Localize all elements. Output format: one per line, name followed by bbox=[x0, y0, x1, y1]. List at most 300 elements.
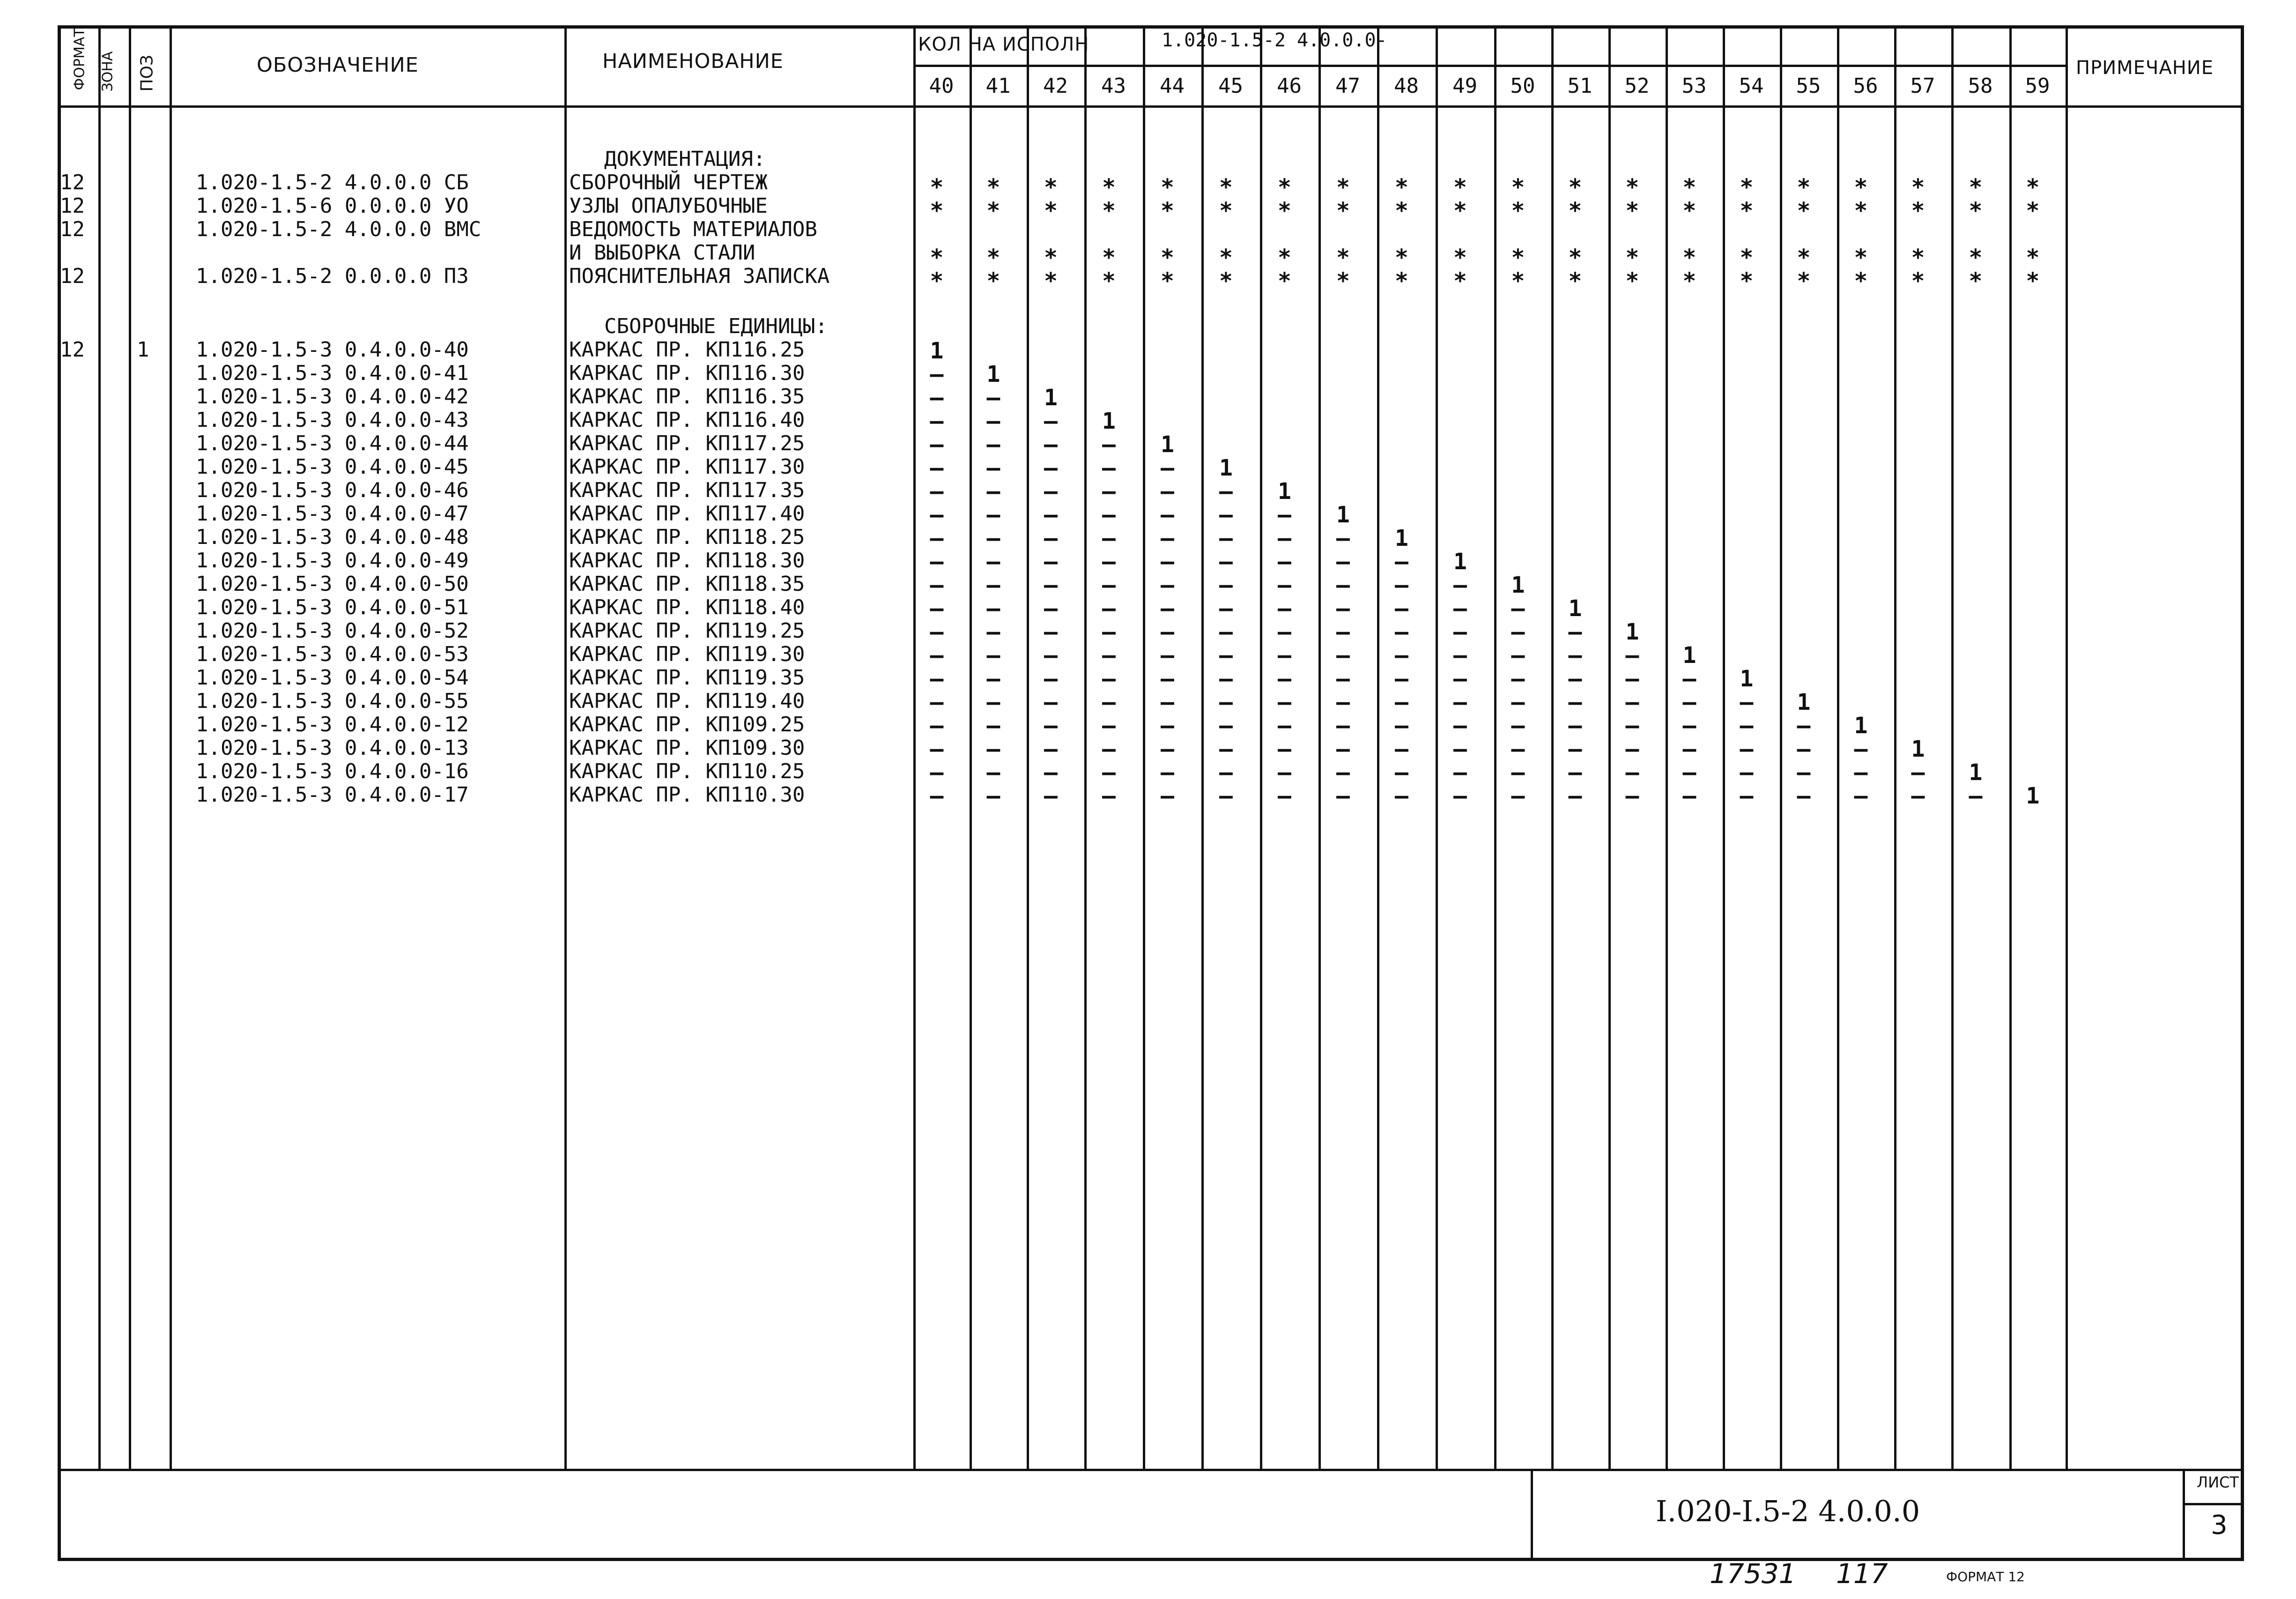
qty-cell: – bbox=[1336, 783, 1350, 809]
row-designation: 1.020-1.5-3 0.4.0.0-55 bbox=[196, 689, 469, 713]
qty-cell: * bbox=[2026, 198, 2040, 224]
qty-cell: * bbox=[1395, 268, 1408, 294]
row-name: КАРКАС ПР. КП117.40 bbox=[569, 502, 805, 526]
qty-cell: * bbox=[1911, 198, 1925, 224]
qty-cell: – bbox=[1568, 642, 1582, 669]
qty-cell: – bbox=[1278, 759, 1291, 786]
qty-cell: * bbox=[2026, 268, 2040, 294]
qty-cell: – bbox=[1102, 455, 1116, 481]
qty-cell: – bbox=[1102, 666, 1116, 692]
qty-cell: * bbox=[1625, 245, 1639, 271]
qty-cell: – bbox=[1161, 572, 1174, 598]
qty-cell: – bbox=[1102, 502, 1116, 528]
qty-cell: – bbox=[1219, 666, 1233, 692]
qty-cell: – bbox=[1161, 478, 1174, 505]
qty-cell: – bbox=[930, 549, 944, 575]
qty-cell: * bbox=[1568, 198, 1582, 224]
qty-cell: – bbox=[1102, 689, 1116, 715]
qty-cell: – bbox=[1395, 595, 1408, 622]
qty-cell: * bbox=[1969, 268, 1983, 294]
qty-cell: – bbox=[1568, 736, 1582, 762]
header-poz: ПОЗ bbox=[137, 55, 157, 92]
qty-cell: – bbox=[1511, 689, 1525, 715]
qty-cell: – bbox=[1278, 713, 1291, 739]
grid-vline bbox=[1318, 25, 1321, 1469]
qty-cell: – bbox=[986, 783, 1000, 809]
variant-number: 45 bbox=[1218, 74, 1243, 98]
row-name: КАРКАС ПР. КП117.35 bbox=[569, 478, 805, 502]
qty-cell: – bbox=[986, 431, 1000, 458]
variant-number: 59 bbox=[2025, 74, 2050, 98]
row-name: УЗЛЫ ОПАЛУБОЧНЫЕ bbox=[569, 194, 768, 218]
qty-cell: * bbox=[1219, 198, 1233, 224]
qty-cell: – bbox=[1682, 736, 1696, 762]
qty-cell: – bbox=[1161, 595, 1174, 622]
qty-cell: – bbox=[1102, 619, 1116, 645]
qty-cell: – bbox=[1161, 689, 1174, 715]
qty-cell: 1 bbox=[1854, 713, 1868, 739]
qty-cell: – bbox=[930, 713, 944, 739]
qty-cell: – bbox=[1161, 736, 1174, 762]
qty-cell: – bbox=[1336, 759, 1350, 786]
row-designation: 1.020-1.5-3 0.4.0.0-40 bbox=[196, 338, 469, 362]
qty-cell: – bbox=[930, 431, 944, 458]
qty-cell: – bbox=[1797, 783, 1811, 809]
grid-vline bbox=[2066, 25, 2068, 1469]
header-zone: ЗОНА bbox=[99, 51, 116, 92]
row-name: КАРКАС ПР. КП116.30 bbox=[569, 361, 805, 385]
grid-vline bbox=[1551, 25, 1554, 1469]
qty-cell: * bbox=[1219, 245, 1233, 271]
qty-cell: * bbox=[1336, 174, 1350, 201]
qty-cell: – bbox=[1453, 619, 1467, 645]
qty-cell: – bbox=[1568, 689, 1582, 715]
qty-cell: 1 bbox=[1102, 408, 1116, 434]
grid-vline bbox=[913, 25, 916, 1469]
qty-cell: * bbox=[1453, 198, 1467, 224]
qty-cell: – bbox=[986, 689, 1000, 715]
header-format: ФОРМАТ bbox=[71, 28, 88, 90]
row-designation: 1.020-1.5-3 0.4.0.0-17 bbox=[196, 783, 469, 807]
qty-cell: * bbox=[986, 198, 1000, 224]
qty-cell: – bbox=[1278, 572, 1291, 598]
qty-cell: * bbox=[930, 245, 944, 271]
qty-cell: * bbox=[1336, 245, 1350, 271]
qty-cell: – bbox=[1336, 689, 1350, 715]
row-name: КАРКАС ПР. КП116.25 bbox=[569, 338, 805, 362]
qty-cell: – bbox=[1219, 783, 1233, 809]
qty-cell: – bbox=[1044, 595, 1058, 622]
qty-cell: – bbox=[1044, 572, 1058, 598]
title-sheet-number: 3 bbox=[2211, 1510, 2228, 1540]
title-sheet-label: ЛИСТ bbox=[2197, 1473, 2239, 1491]
qty-cell: * bbox=[1625, 268, 1639, 294]
qty-cell: * bbox=[1395, 174, 1408, 201]
qty-cell: – bbox=[1161, 666, 1174, 692]
variant-number: 57 bbox=[1910, 74, 1935, 98]
qty-cell: – bbox=[1453, 666, 1467, 692]
qty-cell: * bbox=[1969, 198, 1983, 224]
qty-cell: * bbox=[1911, 268, 1925, 294]
qty-cell: – bbox=[1102, 642, 1116, 669]
qty-cell: 1 bbox=[2026, 783, 2040, 809]
qty-cell: – bbox=[1453, 572, 1467, 598]
qty-cell: – bbox=[1511, 666, 1525, 692]
qty-cell: – bbox=[930, 502, 944, 528]
qty-cell: – bbox=[930, 736, 944, 762]
qty-cell: 1 bbox=[1911, 736, 1925, 762]
row-name: КАРКАС ПР. КП116.35 bbox=[569, 385, 805, 409]
row-name: СБОРОЧНЫЙ ЧЕРТЕЖ bbox=[569, 171, 768, 194]
qty-cell: 1 bbox=[1044, 385, 1058, 411]
sheet-block-line bbox=[2183, 1503, 2241, 1505]
variant-number: 42 bbox=[1043, 74, 1068, 98]
qty-cell: – bbox=[1278, 549, 1291, 575]
qty-cell: – bbox=[986, 408, 1000, 434]
qty-cell: * bbox=[1854, 245, 1868, 271]
qty-cell: – bbox=[1740, 783, 1754, 809]
qty-cell: * bbox=[986, 245, 1000, 271]
qty-cell: * bbox=[930, 174, 944, 201]
qty-cell: – bbox=[1102, 478, 1116, 505]
header-name: НАИМЕНОВАНИЕ bbox=[602, 50, 784, 73]
variant-number: 56 bbox=[1853, 74, 1878, 98]
qty-cell: – bbox=[1219, 572, 1233, 598]
variant-number: 52 bbox=[1624, 74, 1650, 98]
qty-cell: * bbox=[1161, 268, 1174, 294]
qty-cell: * bbox=[1102, 245, 1116, 271]
qty-cell: – bbox=[1395, 666, 1408, 692]
qty-cell: – bbox=[1969, 783, 1983, 809]
header-doc-prefix: 1.020-1.5-2 4.0.0.0- bbox=[1162, 30, 1387, 51]
row-designation: 1.020-1.5-3 0.4.0.0-50 bbox=[196, 572, 469, 596]
qty-cell: * bbox=[930, 268, 944, 294]
qty-cell: – bbox=[1278, 525, 1291, 551]
variant-number: 40 bbox=[929, 74, 954, 98]
qty-cell: – bbox=[1044, 689, 1058, 715]
qty-cell: * bbox=[2026, 245, 2040, 271]
grid-vline bbox=[970, 25, 972, 1469]
qty-cell: 1 bbox=[986, 361, 1000, 387]
qty-cell: – bbox=[1044, 642, 1058, 669]
qty-cell: – bbox=[1511, 713, 1525, 739]
qty-cell: – bbox=[930, 408, 944, 434]
qty-cell: – bbox=[1395, 736, 1408, 762]
qty-cell: * bbox=[1682, 198, 1696, 224]
qty-cell: – bbox=[1395, 572, 1408, 598]
qty-cell: * bbox=[1278, 198, 1291, 224]
qty-cell: – bbox=[1453, 736, 1467, 762]
footer-sheet-code: 117 bbox=[1836, 1558, 1888, 1590]
qty-cell: * bbox=[1740, 174, 1754, 201]
qty-cell: – bbox=[1395, 713, 1408, 739]
qty-cell: – bbox=[1102, 595, 1116, 622]
row-designation: 1.020-1.5-6 0.0.0.0 УО bbox=[196, 194, 469, 218]
grid-vline bbox=[1780, 25, 1782, 1469]
grid-vline bbox=[1084, 25, 1087, 1469]
qty-cell: * bbox=[1044, 198, 1058, 224]
qty-cell: – bbox=[930, 759, 944, 786]
variant-number: 46 bbox=[1277, 74, 1302, 98]
qty-cell: * bbox=[1044, 245, 1058, 271]
qty-cell: – bbox=[986, 713, 1000, 739]
row-designation: 1.020-1.5-3 0.4.0.0-44 bbox=[196, 431, 469, 455]
qty-cell: – bbox=[1625, 759, 1639, 786]
qty-cell: – bbox=[1278, 689, 1291, 715]
qty-cell: – bbox=[1682, 666, 1696, 692]
qty-cell: * bbox=[1453, 174, 1467, 201]
qty-cell: – bbox=[1625, 642, 1639, 669]
qty-cell: * bbox=[1511, 245, 1525, 271]
qty-cell: * bbox=[1102, 174, 1116, 201]
qty-cell: – bbox=[1278, 736, 1291, 762]
qty-cell: * bbox=[1568, 268, 1582, 294]
qty-cell: * bbox=[1854, 268, 1868, 294]
qty-cell: – bbox=[1336, 736, 1350, 762]
qty-cell: – bbox=[930, 619, 944, 645]
row-name: ПОЯСНИТЕЛЬНАЯ ЗАПИСКА bbox=[569, 264, 830, 288]
qty-cell: * bbox=[1219, 174, 1233, 201]
qty-cell: – bbox=[1797, 759, 1811, 786]
qty-cell: * bbox=[1102, 198, 1116, 224]
qty-cell: * bbox=[1797, 174, 1811, 201]
grid-vline bbox=[1143, 25, 1145, 1469]
qty-cell: – bbox=[1219, 713, 1233, 739]
qty-cell: * bbox=[1336, 268, 1350, 294]
qty-cell: – bbox=[1044, 455, 1058, 481]
qty-cell: * bbox=[1682, 174, 1696, 201]
qty-cell: – bbox=[1219, 759, 1233, 786]
qty-cell: – bbox=[1336, 595, 1350, 622]
qty-cell: * bbox=[1740, 198, 1754, 224]
row-name: ДОКУМЕНТАЦИЯ: bbox=[604, 147, 766, 171]
qty-cell: – bbox=[1511, 783, 1525, 809]
row-designation: 1.020-1.5-3 0.4.0.0-42 bbox=[196, 385, 469, 409]
header-bottom-line bbox=[58, 105, 2241, 108]
qty-cell: – bbox=[1511, 736, 1525, 762]
row-name: КАРКАС ПР. КП119.30 bbox=[569, 642, 805, 666]
qty-cell: 1 bbox=[1797, 689, 1811, 715]
qty-cell: * bbox=[1161, 198, 1174, 224]
qty-cell: – bbox=[930, 783, 944, 809]
variant-number: 50 bbox=[1510, 74, 1535, 98]
qty-cell: * bbox=[1682, 268, 1696, 294]
qty-cell: – bbox=[1044, 431, 1058, 458]
qty-cell: – bbox=[930, 572, 944, 598]
grid-vline bbox=[564, 25, 567, 1469]
qty-cell: – bbox=[1740, 713, 1754, 739]
qty-cell: * bbox=[1044, 174, 1058, 201]
variant-number: 55 bbox=[1796, 74, 1821, 98]
qty-cell: – bbox=[1568, 619, 1582, 645]
qty-cell: – bbox=[1453, 713, 1467, 739]
qty-cell: – bbox=[986, 595, 1000, 622]
footer-inventory-number: 17531 bbox=[1710, 1558, 1796, 1590]
qty-cell: – bbox=[1161, 713, 1174, 739]
qty-cell: – bbox=[930, 642, 944, 669]
qty-cell: – bbox=[1568, 783, 1582, 809]
qty-cell: – bbox=[1102, 525, 1116, 551]
row-designation: 1.020-1.5-3 0.4.0.0-13 bbox=[196, 736, 469, 760]
qty-cell: – bbox=[1511, 619, 1525, 645]
qty-cell: – bbox=[986, 549, 1000, 575]
qty-cell: – bbox=[986, 666, 1000, 692]
qty-cell: * bbox=[1511, 198, 1525, 224]
row-designation: 1.020-1.5-2 4.0.0.0 СБ bbox=[196, 171, 469, 194]
variant-number: 41 bbox=[985, 74, 1011, 98]
qty-cell: * bbox=[1161, 174, 1174, 201]
qty-cell: * bbox=[1102, 268, 1116, 294]
qty-cell: – bbox=[1568, 666, 1582, 692]
row-name: КАРКАС ПР. КП117.30 bbox=[569, 455, 805, 479]
row-designation: 1.020-1.5-3 0.4.0.0-53 bbox=[196, 642, 469, 666]
qty-cell: * bbox=[1854, 198, 1868, 224]
qty-cell: 1 bbox=[930, 338, 944, 364]
qty-cell: – bbox=[1336, 619, 1350, 645]
qty-cell: – bbox=[1102, 572, 1116, 598]
qty-cell: * bbox=[1625, 174, 1639, 201]
qty-cell: * bbox=[1797, 198, 1811, 224]
qty-cell: – bbox=[1797, 713, 1811, 739]
qty-cell: 1 bbox=[1740, 666, 1754, 692]
row-designation: 1.020-1.5-3 0.4.0.0-45 bbox=[196, 455, 469, 479]
qty-cell: – bbox=[1044, 619, 1058, 645]
grid-vline bbox=[1377, 25, 1379, 1469]
row-name: КАРКАС ПР. КП118.35 bbox=[569, 572, 805, 596]
qty-cell: – bbox=[1219, 619, 1233, 645]
qty-cell: – bbox=[1102, 783, 1116, 809]
row-designation: 1.020-1.5-3 0.4.0.0-54 bbox=[196, 666, 469, 690]
qty-cell: – bbox=[1682, 689, 1696, 715]
row-name: КАРКАС ПР. КП119.40 bbox=[569, 689, 805, 713]
qty-cell: – bbox=[1044, 502, 1058, 528]
qty-cell: – bbox=[1453, 759, 1467, 786]
row-designation: 1.020-1.5-3 0.4.0.0-48 bbox=[196, 525, 469, 549]
qty-cell: * bbox=[1453, 268, 1467, 294]
qty-cell: – bbox=[1854, 759, 1868, 786]
qty-cell: – bbox=[1911, 783, 1925, 809]
qty-cell: 1 bbox=[1395, 525, 1408, 551]
qty-cell: 1 bbox=[1969, 759, 1983, 786]
qty-cell: – bbox=[1044, 759, 1058, 786]
qty-cell: – bbox=[930, 525, 944, 551]
qty-cell: * bbox=[1797, 245, 1811, 271]
qty-cell: – bbox=[1278, 642, 1291, 669]
row-name: КАРКАС ПР. КП118.25 bbox=[569, 525, 805, 549]
qty-cell: – bbox=[1625, 689, 1639, 715]
qty-cell: – bbox=[1278, 502, 1291, 528]
qty-cell: – bbox=[1511, 759, 1525, 786]
header-note: ПРИМЕЧАНИЕ bbox=[2076, 57, 2214, 79]
qty-cell: * bbox=[1278, 174, 1291, 201]
row-designation: 1.020-1.5-3 0.4.0.0-51 bbox=[196, 595, 469, 619]
qty-cell: * bbox=[986, 268, 1000, 294]
variant-number: 53 bbox=[1681, 74, 1707, 98]
qty-cell: – bbox=[1682, 783, 1696, 809]
qty-cell: – bbox=[1278, 595, 1291, 622]
qty-cell: – bbox=[986, 455, 1000, 481]
row-format: 12 bbox=[60, 194, 85, 218]
qty-cell: – bbox=[986, 572, 1000, 598]
qty-cell: 1 bbox=[1625, 619, 1639, 645]
qty-cell: – bbox=[1625, 736, 1639, 762]
qty-cell: – bbox=[1395, 759, 1408, 786]
qty-cell: – bbox=[930, 361, 944, 387]
qty-cell: – bbox=[1161, 549, 1174, 575]
row-designation: 1.020-1.5-3 0.4.0.0-16 bbox=[196, 759, 469, 783]
grid-vline bbox=[1837, 25, 1839, 1469]
row-designation: 1.020-1.5-3 0.4.0.0-47 bbox=[196, 502, 469, 526]
grid-vline bbox=[1260, 25, 1262, 1469]
qty-cell: 1 bbox=[1336, 502, 1350, 528]
row-name: КАРКАС ПР. КП109.30 bbox=[569, 736, 805, 760]
qty-cell: – bbox=[986, 736, 1000, 762]
qty-cell: * bbox=[1682, 245, 1696, 271]
qty-cell: – bbox=[1219, 525, 1233, 551]
row-designation: 1.020-1.5-3 0.4.0.0-49 bbox=[196, 549, 469, 573]
grid-vline bbox=[1951, 25, 1954, 1469]
qty-cell: – bbox=[1336, 642, 1350, 669]
qty-cell: – bbox=[1278, 619, 1291, 645]
qty-cell: – bbox=[1336, 525, 1350, 551]
qty-cell: * bbox=[1395, 198, 1408, 224]
row-name: СБОРОЧНЫЕ ЕДИНИЦЫ: bbox=[604, 314, 828, 338]
row-format: 12 bbox=[60, 171, 85, 194]
qty-cell: 1 bbox=[1219, 455, 1233, 481]
qty-cell: – bbox=[1395, 619, 1408, 645]
qty-cell: – bbox=[930, 455, 944, 481]
qty-cell: – bbox=[1854, 783, 1868, 809]
qty-cell: – bbox=[1102, 759, 1116, 786]
qty-cell: * bbox=[1797, 268, 1811, 294]
qty-cell: * bbox=[1911, 174, 1925, 201]
qty-cell: – bbox=[1854, 736, 1868, 762]
variant-number: 58 bbox=[1968, 74, 1993, 98]
row-designation: 1.020-1.5-3 0.4.0.0-52 bbox=[196, 619, 469, 643]
qty-cell: – bbox=[1625, 713, 1639, 739]
qty-cell: * bbox=[1625, 198, 1639, 224]
qty-cell: 1 bbox=[1161, 431, 1174, 458]
qty-cell: * bbox=[1740, 268, 1754, 294]
qty-cell: – bbox=[1044, 549, 1058, 575]
variant-number: 51 bbox=[1567, 74, 1592, 98]
qty-cell: – bbox=[1219, 478, 1233, 505]
qty-cell: – bbox=[1219, 549, 1233, 575]
qty-cell: – bbox=[1161, 525, 1174, 551]
qty-cell: – bbox=[1395, 783, 1408, 809]
qty-header-line bbox=[913, 65, 2066, 67]
grid-vline bbox=[1666, 25, 1668, 1469]
row-name: ВЕДОМОСТЬ МАТЕРИАЛОВ bbox=[569, 217, 817, 241]
qty-cell: * bbox=[2026, 174, 2040, 201]
qty-cell: – bbox=[1453, 595, 1467, 622]
qty-cell: * bbox=[1161, 245, 1174, 271]
qty-cell: * bbox=[1511, 268, 1525, 294]
row-designation: 1.020-1.5-3 0.4.0.0-43 bbox=[196, 408, 469, 432]
qty-cell: – bbox=[1740, 736, 1754, 762]
row-designation: 1.020-1.5-3 0.4.0.0-41 bbox=[196, 361, 469, 385]
grid-vline bbox=[98, 25, 101, 1469]
qty-cell: – bbox=[1395, 549, 1408, 575]
qty-cell: 1 bbox=[1453, 549, 1467, 575]
qty-cell: – bbox=[1219, 642, 1233, 669]
row-designation: 1.020-1.5-2 4.0.0.0 ВМС bbox=[196, 217, 481, 241]
grid-vline bbox=[1723, 25, 1725, 1469]
qty-cell: – bbox=[1102, 713, 1116, 739]
qty-cell: – bbox=[1219, 736, 1233, 762]
qty-cell: – bbox=[1278, 783, 1291, 809]
grid-vline bbox=[1494, 25, 1496, 1469]
